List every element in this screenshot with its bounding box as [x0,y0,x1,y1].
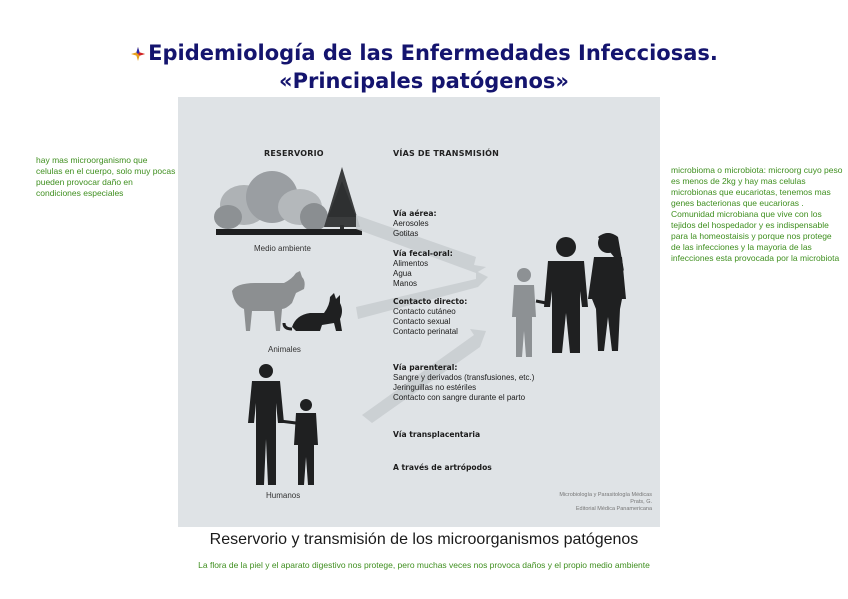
route-item: Jeringuillas no estériles [393,383,477,392]
slide-title-line2: «Principales patógenos» [279,69,569,93]
route-direct-contact [393,297,467,337]
route-transplacental [393,430,480,440]
route-parenteral [393,363,534,403]
figure-caption: Reservorio y transmisión de los microorganismos patógenos [209,531,639,548]
route-item: Contacto cutáneo [393,307,456,316]
route-item: Agua [393,269,412,278]
routes-header: VÍAS DE TRANSMISIÓN [393,149,500,158]
route-arthropods [393,463,492,473]
note-bottom: La flora de la piel y el aparato digestivo nos protege, pero muchas veces nos provoca daños y el propio medio ambiente [198,560,650,570]
route-heading: Contacto directo: [393,297,468,306]
route-item: Aerosoles [393,219,429,228]
slide-title-line1 [0,40,848,66]
route-heading: Vía aérea: [393,209,437,218]
family-illustration [508,231,638,361]
title-text-line1: Epidemiología de las Enfermedades Infecciosas. [148,41,718,65]
route-item: Contacto con sangre durante el parto [393,393,526,402]
credit-line: Editorial Médica Panamericana [575,506,652,512]
four-point-star-icon [130,46,146,62]
route-heading: Vía transplacentaria [393,430,481,439]
route-item: Sangre y derivados (transfusiones, etc.) [393,373,535,382]
credit-line: Prats, G. [630,499,652,505]
transmission-figure [178,97,660,527]
route-item: Gotitas [393,229,419,238]
humans-illustration [244,363,324,489]
route-heading: Vía parenteral: [393,363,458,372]
reservoir-label-animals: Animales [268,345,301,354]
route-item: Alimentos [393,259,429,268]
animals-illustration [226,269,356,339]
reservoir-label-humans: Humanos [266,491,301,500]
route-fecal-oral [393,249,453,289]
route-item: Contacto sexual [393,317,451,326]
environment-illustration [214,159,364,239]
route-heading: A través de artrópodos [393,463,492,472]
note-right: microbioma o microbiota: microorg cuyo peso es menos de 2kg y hay mas celulas microbionas que eucariotas, tenemos mas genes bacterionas que eucarioras . Comunidad microbiana que vive con los tejidos del hospedador y es indispensable para la homeostaisis y porque nos protege de las infecciones y la mayoria de las infecciones esta provocada por la microbiota [671,165,843,263]
figure-credit [559,492,652,513]
reservoir-label-environment: Medio ambiente [254,244,311,253]
credit-line: Microbiología y Parasitología Médicas [559,492,652,498]
reservoir-header: RESERVORIO [264,149,324,158]
route-airborne [393,209,437,239]
note-left: hay mas microorganismo que celulas en el cuerpo, solo muy pocas pueden provocar daño en condiciones especiales [36,155,176,198]
route-item: Contacto perinatal [393,327,458,336]
route-item: Manos [393,279,418,288]
route-heading: Vía fecal-oral: [393,249,453,258]
